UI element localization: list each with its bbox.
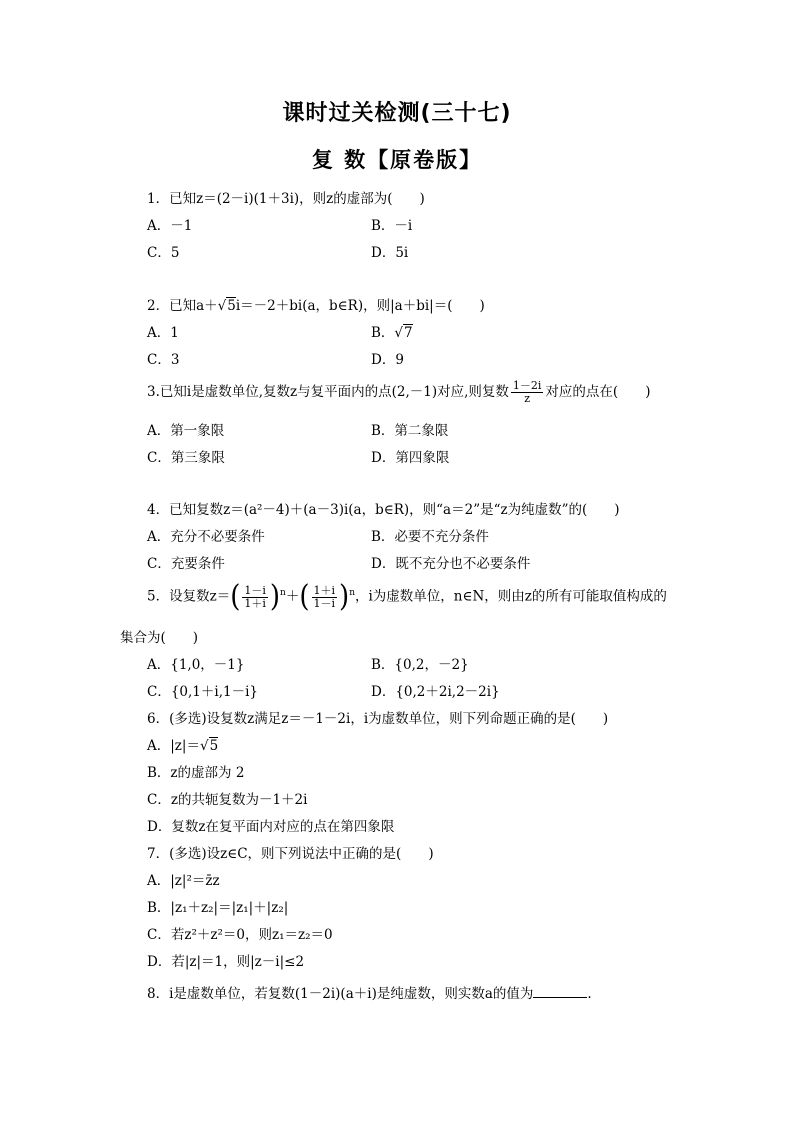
question-5-option-a: A．{1,0，－1} [147,657,245,673]
question-7-stem: 7．(多选)设z∈C，则下列说法中正确的是( ) [147,846,434,862]
question-2-option-c: C．3 [147,352,180,368]
fraction-denominator: z [524,392,531,405]
question-5-option-c: C．{0,1＋i,1－i} [147,684,258,700]
question-5-fraction-1 [242,585,268,610]
question-8-end: . [587,986,592,1002]
fraction-numerator: 1－2i [512,379,542,392]
question-6-option-a-prefix: A．|z|＝ [147,738,200,754]
question-2-option-b-prefix: B． [371,325,395,341]
question-2-stem [147,297,485,315]
question-2-option-b [371,324,413,342]
question-4-option-b: B．必要不充分条件 [371,529,489,545]
question-5-option-d: D．{0,2＋2i,2－2i} [371,684,500,700]
question-6-stem: 6．(多选)设复数z满足z＝－1－2i，i为虚数单位，则下列命题正确的是( ) [147,711,609,727]
plus-sign: ＋ [285,588,300,605]
question-1-stem: 1．已知z＝(2－i)(1＋3i)，则z的虚部为( ) [147,191,425,207]
question-3-option-d: D．第四象限 [371,450,450,466]
left-paren: ( [230,579,241,615]
sqrt-symbol: √ [199,738,209,754]
page-title: 课时过关检测(三十七) [282,101,512,126]
left-paren: ( [299,579,310,615]
question-2-sqrt-value: 5 [227,298,236,314]
question-5-stem-part-a: 5．设复数z＝ [147,588,231,605]
question-6-option-d: D．复数z在复平面内对应的点在第四象限 [147,819,395,835]
fraction-denominator: 1＋i [244,596,266,610]
question-4-option-c: C．充要条件 [147,556,225,572]
question-6-option-a-sqrt: 5 [209,738,219,754]
question-2-option-b-sqrt: 7 [404,325,413,341]
fraction-numerator: 1＋i [313,583,336,597]
question-4-stem: 4．已知复数z＝(a²－4)＋(a－3)i(a，b∈R)，则“a＝2”是“z为纯虚数”的( ) [147,502,620,518]
question-8-stem [147,983,592,1003]
question-1-option-a: A．－1 [147,218,193,234]
right-paren: ) [269,579,281,615]
question-4-option-d: D．既不充分也不必要条件 [371,556,531,572]
question-5-fraction-2 [312,585,338,610]
exponent: n [349,588,355,598]
question-3-option-a: A．第一象限 [147,423,225,439]
question-6-option-b: B．z的虚部为 2 [147,765,245,781]
question-3-option-b: B．第二象限 [371,423,449,439]
question-2-stem-part-b: i＝－2＋bi(a，b∈R)，则|a＋bi|＝( ) [235,298,485,314]
question-3-fraction [511,380,544,405]
question-7-option-c: C．若z²＋z²＝0，则z₁＝z₂＝0 [147,927,333,943]
question-5-stem [147,579,667,615]
question-5-option-b: B．{0,2，－2} [371,657,469,673]
question-3-option-c: C．第三象限 [147,450,225,466]
exponent: n [280,588,286,598]
question-1-option-b: B．－i [371,218,413,234]
question-4-option-a: A．充分不必要条件 [147,529,265,545]
question-5-stem-continuation: 集合为( ) [120,630,199,646]
answer-blank[interactable] [533,983,587,998]
question-6-option-a [147,737,218,755]
sqrt-symbol: √ [394,325,404,341]
question-2-option-a: A．1 [147,325,179,341]
question-7-option-b: B．|z₁＋z₂|＝|z₁|＋|z₂| [147,900,289,916]
fraction-numerator: 1－i [244,583,266,597]
question-6-option-c: C．z的共轭复数为－1＋2i [147,792,308,808]
question-2-stem-part-a: 2．已知a＋ [147,298,218,314]
question-3-stem [147,380,650,405]
question-1-option-d: D．5i [371,245,409,261]
question-2-option-d: D．9 [371,352,404,368]
question-1-option-c: C．5 [147,245,180,261]
question-3-stem-part-b: 对应的点在( ) [545,384,651,400]
fraction-denominator: 1－i [313,596,336,610]
page-subtitle: 复 数【原卷版】 [311,148,483,172]
question-7-option-a: A．|z|²＝z̄z [147,873,220,889]
right-paren: ) [339,579,350,615]
question-7-option-d: D．若|z|＝1，则|z－i|≤2 [147,954,305,970]
question-3-stem-part-a: 3.已知i是虚数单位,复数z与复平面内的点(2,－1)对应,则复数 [147,384,509,400]
sqrt-symbol: √ [217,298,227,314]
question-8-stem-text: 8．i是虚数单位，若复数(1－2i)(a＋i)是纯虚数，则实数a的值为 [147,986,534,1002]
question-5-stem-part-b: ，i为虚数单位，n∈N，则由z的所有可能取值构成的 [354,588,667,605]
